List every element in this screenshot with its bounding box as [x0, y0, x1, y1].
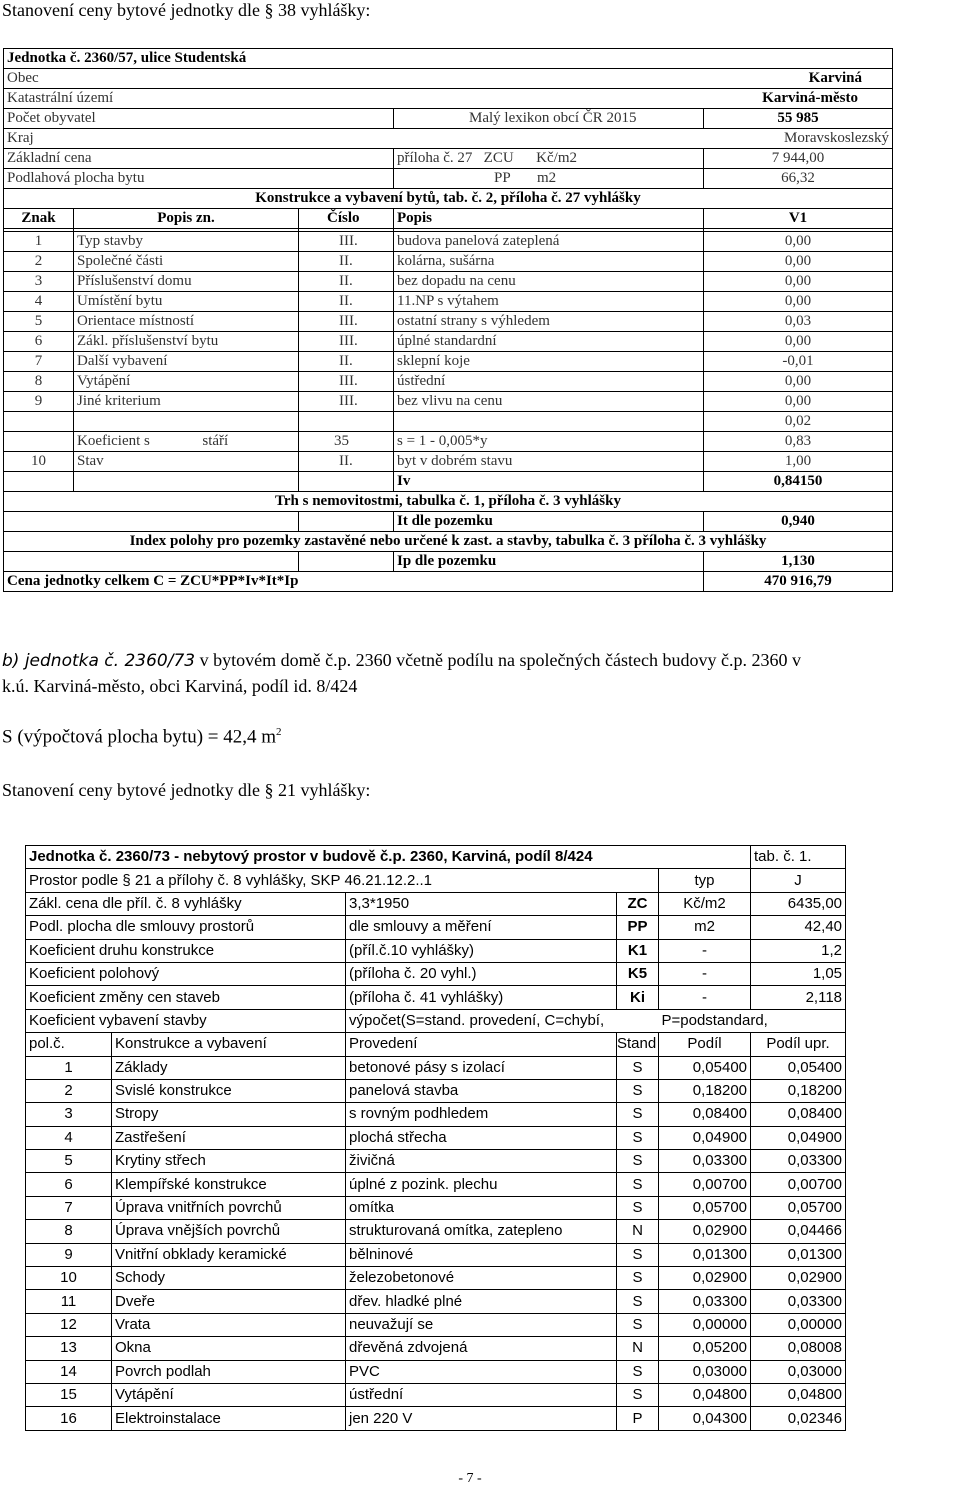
t2-r4-unit: -	[659, 939, 751, 962]
t2-row-pol: 2	[26, 1079, 112, 1102]
t1-obec-value: Karviná	[479, 69, 893, 89]
t1-row	[4, 292, 893, 312]
t1-row	[4, 252, 893, 272]
t1-kstari-value: 0,83	[704, 432, 893, 452]
t2-row-konstr: Schody	[112, 1267, 346, 1290]
t2-r7-label: Koeficient vybavení stavby	[26, 1009, 346, 1032]
t2-row	[26, 1126, 846, 1149]
t2-r5-value: 1,05	[751, 962, 846, 985]
t2-row-konstr: Zastřešení	[112, 1126, 346, 1149]
t2-r2-value: 6435,00	[751, 892, 846, 915]
t1-row-cislo: III.	[299, 312, 394, 332]
t2-row-pol: 5	[26, 1150, 112, 1173]
t2-row-podil: 0,04800	[659, 1383, 751, 1406]
t2-row-stand: S	[617, 1173, 659, 1196]
t1-row	[4, 232, 893, 252]
t1-row-cislo: II.	[299, 292, 394, 312]
t2-row-konstr: Úprava vnitřních povrchů	[112, 1196, 346, 1219]
t1-row-popis-zn: Jiné kriterium	[74, 392, 299, 412]
t1-title: Jednotka č. 2360/57, ulice Studentská	[4, 49, 893, 69]
t1-col-znak: Znak	[4, 209, 74, 229]
t1-stav-n: 10	[4, 452, 74, 472]
t1-kraj-label: Kraj	[4, 129, 479, 149]
t1-row-popis-zn: Společné části	[74, 252, 299, 272]
area-text: S (výpočtová plocha bytu) = 42,4 m	[2, 726, 277, 748]
t2-r2-code: ZC	[617, 892, 659, 915]
t2-hdr-prov: Provedení	[346, 1033, 617, 1056]
t2-r3-prov: dle smlouvy a měření	[346, 916, 617, 939]
t1-ip-value: 1,130	[704, 552, 893, 572]
t2-r5-unit: -	[659, 962, 751, 985]
paragraph-b-label: b) jednotka č. 2360/73	[2, 651, 196, 671]
t2-row-podil-upr: 0,03300	[751, 1150, 846, 1173]
t2-row-pol: 11	[26, 1290, 112, 1313]
t1-row-popis: ostatní strany s výhledem	[394, 312, 704, 332]
t1-row-popis-zn: Umístění bytu	[74, 292, 299, 312]
t2-r1-label: Prostor podle § 21 a přílohy č. 8 vyhlášky, SKP 46.21.12.2..1	[26, 869, 659, 892]
t2-hdr-podil: Podíl	[659, 1033, 751, 1056]
t1-iv-label: Iv	[394, 472, 704, 492]
t1-it-value: 0,940	[704, 512, 893, 532]
t2-row-prov: ústřední	[346, 1383, 617, 1406]
t2-r4-value: 1,2	[751, 939, 846, 962]
t2-row-podil: 0,04300	[659, 1407, 751, 1430]
t1-row-cislo: III.	[299, 232, 394, 252]
t1-row-znak: 2	[4, 252, 74, 272]
t1-row-znak: 7	[4, 352, 74, 372]
t1-row-value: 0,00	[704, 392, 893, 412]
t1-row-popis: bez vlivu na cenu	[394, 392, 704, 412]
t2-row-podil: 0,00000	[659, 1313, 751, 1336]
t2-row-stand: S	[617, 1243, 659, 1266]
t2-r3-label: Podl. plocha dle smlouvy prostorů	[26, 916, 346, 939]
t2-r2-label: Zákl. cena dle příl. č. 8 vyhlášky	[26, 892, 346, 915]
t1-row-popis-zn: Typ stavby	[74, 232, 299, 252]
t2-r3-unit: m2	[659, 916, 751, 939]
t2-row-podil-upr: 0,03300	[751, 1290, 846, 1313]
t2-row-podil: 0,05700	[659, 1196, 751, 1219]
t1-row-value: 0,00	[704, 252, 893, 272]
t2-r6-code: Ki	[617, 986, 659, 1009]
t2-row	[26, 1220, 846, 1243]
t1-row-value: -0,01	[704, 352, 893, 372]
t1-row	[4, 272, 893, 292]
t1-row	[4, 312, 893, 332]
t2-row-podil: 0,04900	[659, 1126, 751, 1149]
t2-row-podil-upr: 0,02346	[751, 1407, 846, 1430]
t1-kraj-value: Moravskoslezský	[479, 129, 893, 149]
t1-row-cislo: III.	[299, 392, 394, 412]
t1-row-znak: 5	[4, 312, 74, 332]
t1-row-value: 0,00	[704, 272, 893, 292]
t2-row-stand: S	[617, 1267, 659, 1290]
paragraph-b-text: v bytovém domě č.p. 2360 včetně podílu na společných částech budovy č.p. 2360 v	[195, 650, 801, 670]
t2-row	[26, 1196, 846, 1219]
t1-row-popis-zn: Orientace místností	[74, 312, 299, 332]
t2-row-prov: úplné z pozink. plechu	[346, 1173, 617, 1196]
t1-kstari-cislo: 35	[299, 432, 394, 452]
area-line	[2, 726, 282, 748]
t1-col-popis: Popis	[394, 209, 704, 229]
t2-r4-prov: (příl.č.10 vyhlášky)	[346, 939, 617, 962]
t1-pp-cell	[394, 169, 704, 189]
t2-row-pol: 1	[26, 1056, 112, 1079]
t2-row-prov: neuvažují se	[346, 1313, 617, 1336]
t2-row-podil: 0,00700	[659, 1173, 751, 1196]
t1-row-value: 0,00	[704, 292, 893, 312]
t2-row-podil-upr: 0,00000	[751, 1313, 846, 1336]
paragraph-b-line2: k.ú. Karviná-město, obci Karviná, podíl id. 8/424	[2, 676, 358, 696]
t1-zc-unit: Kč/m2	[536, 150, 577, 166]
t1-zc-value: 7 944,00	[704, 149, 893, 169]
t2-row-prov: omítka	[346, 1196, 617, 1219]
t2-row-konstr: Klempířské konstrukce	[112, 1173, 346, 1196]
t1-row-znak: 3	[4, 272, 74, 292]
t1-row-popis-zn: Vytápění	[74, 372, 299, 392]
t2-row-podil-upr: 0,02900	[751, 1267, 846, 1290]
t1-kstari-label-b: stáří	[202, 433, 229, 449]
t2-row	[26, 1150, 846, 1173]
t1-row	[4, 332, 893, 352]
t2-row-podil-upr: 0,04900	[751, 1126, 846, 1149]
t1-kstari-formula: s = 1 - 0,005*y	[394, 432, 704, 452]
t2-row	[26, 1313, 846, 1336]
t2-row-podil-upr: 0,01300	[751, 1243, 846, 1266]
t1-obyv-label: Počet obyvatel	[4, 109, 394, 129]
t2-r1-value: J	[751, 869, 846, 892]
t2-row-konstr: Základy	[112, 1056, 346, 1079]
t2-row-podil: 0,03300	[659, 1150, 751, 1173]
t1-kstari-label	[74, 432, 299, 452]
t2-row-podil-upr: 0,04466	[751, 1220, 846, 1243]
t2-row-konstr: Povrch podlah	[112, 1360, 346, 1383]
t2-r6-prov: (příloha č. 41 vyhlášky)	[346, 986, 617, 1009]
t2-row-pol: 6	[26, 1173, 112, 1196]
t2-r2-prov: 3,3*1950	[346, 892, 617, 915]
t2-row-konstr: Okna	[112, 1337, 346, 1360]
t1-row-popis-zn: Další vybavení	[74, 352, 299, 372]
t1-index-header: Index polohy pro pozemky zastavěné nebo určené k zast. a stavby, tabulka č. 3 příloha č. 3 vyhlášky	[4, 532, 893, 552]
table-unit-2360-73	[25, 845, 846, 1431]
t2-hdr-stand: Stand	[617, 1033, 659, 1056]
t1-stav-popis: byt v dobrém stavu	[394, 452, 704, 472]
t1-row-popis: sklepní koje	[394, 352, 704, 372]
t2-row-prov: s rovným podhledem	[346, 1103, 617, 1126]
t2-r3-code: PP	[617, 916, 659, 939]
t2-row	[26, 1243, 846, 1266]
t2-row-konstr: Dveře	[112, 1290, 346, 1313]
t2-row-podil-upr: 0,04800	[751, 1383, 846, 1406]
t2-row-podil-upr: 0,03000	[751, 1360, 846, 1383]
t2-row-prov: plochá střecha	[346, 1126, 617, 1149]
heading-38: Stanovení ceny bytové jednotky dle § 38 vyhlášky:	[2, 0, 371, 20]
t2-r3-value: 42,40	[751, 916, 846, 939]
t1-stav-value: 1,00	[704, 452, 893, 472]
t1-cena-label: Cena jednotky celkem C = ZCU*PP*Iv*It*Ip	[4, 572, 704, 592]
t1-pp-code: PP	[494, 170, 511, 186]
t2-r1-typ: typ	[659, 869, 751, 892]
t1-pp-value: 66,32	[704, 169, 893, 189]
t1-iv-value: 0,84150	[704, 472, 893, 492]
t2-r6-unit: -	[659, 986, 751, 1009]
t2-row	[26, 1290, 846, 1313]
t2-row-pol: 16	[26, 1407, 112, 1430]
t1-row-popis: úplné standardní	[394, 332, 704, 352]
t2-row-stand: S	[617, 1196, 659, 1219]
t1-konstr-header: Konstrukce a vybavení bytů, tab. č. 2, příloha č. 27 vyhlášky	[4, 189, 893, 209]
t1-stav-cislo: II.	[299, 452, 394, 472]
t1-row-cislo: II.	[299, 252, 394, 272]
t2-r6-value: 2,118	[751, 986, 846, 1009]
t1-it-label: It dle pozemku	[394, 512, 704, 532]
t1-row-popis: 11.NP s výtahem	[394, 292, 704, 312]
t2-row	[26, 1056, 846, 1079]
t2-row-podil-upr: 0,18200	[751, 1079, 846, 1102]
t1-row-znak: 4	[4, 292, 74, 312]
t2-row-stand: N	[617, 1220, 659, 1243]
t2-row	[26, 1267, 846, 1290]
t1-cena-value: 470 916,79	[704, 572, 893, 592]
t2-row	[26, 1103, 846, 1126]
t2-row-prov: betonové pásy s izolací	[346, 1056, 617, 1079]
t2-row-podil: 0,02900	[659, 1267, 751, 1290]
t2-row	[26, 1079, 846, 1102]
t2-title: Jednotka č. 2360/73 - nebytový prostor v budově č.p. 2360, Karviná, podíl 8/424	[26, 846, 751, 869]
t2-row-konstr: Elektroinstalace	[112, 1407, 346, 1430]
t2-row-prov: bělninové	[346, 1243, 617, 1266]
t1-obyv-value: 55 985	[704, 109, 893, 129]
t1-sum-value: 0,02	[704, 412, 893, 432]
t1-zc-code: ZCU	[483, 150, 514, 166]
t1-row-cislo: II.	[299, 352, 394, 372]
t1-row-value: 0,00	[704, 372, 893, 392]
t1-row-popis: kolárna, sušárna	[394, 252, 704, 272]
t2-row-stand: S	[617, 1126, 659, 1149]
t2-r5-prov: (příloha č. 20 vyhl.)	[346, 962, 617, 985]
t2-r7-prov: výpočet(S=stand. provedení, C=chybí,	[346, 1009, 659, 1032]
t2-row-podil-upr: 0,08400	[751, 1103, 846, 1126]
t1-row-popis-zn: Zákl. příslušenství bytu	[74, 332, 299, 352]
t2-row-pol: 15	[26, 1383, 112, 1406]
page-number: - 7 -	[458, 1471, 482, 1486]
t1-trh-header: Trh s nemovitostmi, tabulka č. 1, příloha č. 3 vyhlášky	[4, 492, 893, 512]
t2-row	[26, 1337, 846, 1360]
t2-row-stand: S	[617, 1079, 659, 1102]
t2-row-stand: P	[617, 1407, 659, 1430]
t2-row-podil: 0,08400	[659, 1103, 751, 1126]
t2-row-podil-upr: 0,05700	[751, 1196, 846, 1219]
t2-row-konstr: Úprava vnějších povrchů	[112, 1220, 346, 1243]
t2-row-stand: S	[617, 1103, 659, 1126]
t2-row-pol: 12	[26, 1313, 112, 1336]
t1-row-znak: 6	[4, 332, 74, 352]
t2-hdr-podil-upr: Podíl upr.	[751, 1033, 846, 1056]
t2-row-konstr: Vytápění	[112, 1383, 346, 1406]
t2-row-podil-upr: 0,05400	[751, 1056, 846, 1079]
t2-row-pol: 14	[26, 1360, 112, 1383]
t1-row-znak: 9	[4, 392, 74, 412]
t1-stav-name: Stav	[74, 452, 299, 472]
t2-row-stand: S	[617, 1313, 659, 1336]
t2-row-pol: 7	[26, 1196, 112, 1219]
t2-row-pol: 10	[26, 1267, 112, 1290]
t1-row-popis: bez dopadu na cenu	[394, 272, 704, 292]
t2-row	[26, 1360, 846, 1383]
area-sup: 2	[276, 726, 282, 738]
t1-row-popis: budova panelová zateplená	[394, 232, 704, 252]
t2-row-stand: S	[617, 1360, 659, 1383]
t1-ku-value: Karviná-město	[479, 89, 893, 109]
t1-row-popis-zn: Příslušenství domu	[74, 272, 299, 292]
t2-row-prov: strukturovaná omítka, zatepleno	[346, 1220, 617, 1243]
t1-obec-label: Obec	[4, 69, 479, 89]
t1-row-znak: 1	[4, 232, 74, 252]
t2-row-podil: 0,02900	[659, 1220, 751, 1243]
t2-row-stand: N	[617, 1337, 659, 1360]
t1-pp-unit: m2	[536, 170, 557, 186]
t2-row-prov: železobetonové	[346, 1267, 617, 1290]
t2-r2-unit: Kč/m2	[659, 892, 751, 915]
t2-row-stand: S	[617, 1383, 659, 1406]
t2-row-pol: 9	[26, 1243, 112, 1266]
t1-col-popis-zn: Popis zn.	[74, 209, 299, 229]
t1-obyv-source: Malý lexikon obcí ČR 2015	[394, 109, 704, 129]
t1-ku-label: Katastrální území	[4, 89, 479, 109]
t2-row-prov: PVC	[346, 1360, 617, 1383]
t1-zc-ref-text: příloha č. 27	[397, 150, 473, 166]
t2-row	[26, 1407, 846, 1430]
t2-row-prov: jen 220 V	[346, 1407, 617, 1430]
t2-row-stand: S	[617, 1150, 659, 1173]
t1-kstari-label-a: Koeficient s	[77, 433, 150, 449]
t2-r7-prov2: P=podstandard,	[659, 1009, 846, 1032]
t1-row-znak: 8	[4, 372, 74, 392]
t2-row-prov: dřevěná zdvojená	[346, 1337, 617, 1360]
t2-row-prov: živičná	[346, 1150, 617, 1173]
t2-row-prov: dřev. hladké plné	[346, 1290, 617, 1313]
t2-row-konstr: Svislé konstrukce	[112, 1079, 346, 1102]
t2-row-podil-upr: 0,08008	[751, 1337, 846, 1360]
t1-row-popis: ústřední	[394, 372, 704, 392]
t2-tab: tab. č. 1.	[751, 846, 846, 869]
t2-row-podil: 0,03300	[659, 1290, 751, 1313]
t2-row-podil-upr: 0,00700	[751, 1173, 846, 1196]
t2-r5-code: K5	[617, 962, 659, 985]
t2-row-konstr: Stropy	[112, 1103, 346, 1126]
t2-row-stand: S	[617, 1290, 659, 1313]
t2-row-konstr: Vnitřní obklady keramické	[112, 1243, 346, 1266]
t2-row-konstr: Vrata	[112, 1313, 346, 1336]
t2-row-stand: S	[617, 1056, 659, 1079]
t1-zc-label: Základní cena	[4, 149, 394, 169]
t2-row-podil: 0,05200	[659, 1337, 751, 1360]
t1-pp-label: Podlahová plocha bytu	[4, 169, 394, 189]
t2-row-podil: 0,03000	[659, 1360, 751, 1383]
t1-row	[4, 392, 893, 412]
t2-row-pol: 8	[26, 1220, 112, 1243]
t1-row	[4, 372, 893, 392]
t2-hdr-pol: pol.č.	[26, 1033, 112, 1056]
t1-zc-ref	[394, 149, 704, 169]
t2-row-pol: 4	[26, 1126, 112, 1149]
t1-col-cislo: Číslo	[299, 209, 394, 229]
t2-row-prov: panelová stavba	[346, 1079, 617, 1102]
t2-row-podil: 0,05400	[659, 1056, 751, 1079]
t2-row-pol: 3	[26, 1103, 112, 1126]
t2-r5-label: Koeficient polohový	[26, 962, 346, 985]
t2-row	[26, 1383, 846, 1406]
t1-ip-label: Ip dle pozemku	[394, 552, 704, 572]
t1-row-value: 0,00	[704, 232, 893, 252]
t2-row-podil: 0,01300	[659, 1243, 751, 1266]
t1-row-cislo: III.	[299, 332, 394, 352]
t2-hdr-konstr: Konstrukce a vybavení	[112, 1033, 346, 1056]
t2-r4-code: K1	[617, 939, 659, 962]
t2-row-konstr: Krytiny střech	[112, 1150, 346, 1173]
t1-col-v1: V1	[704, 209, 893, 229]
t1-row-cislo: III.	[299, 372, 394, 392]
t1-row	[4, 352, 893, 372]
heading-21: Stanovení ceny bytové jednotky dle § 21 vyhlášky:	[2, 780, 371, 800]
t1-row-cislo: II.	[299, 272, 394, 292]
t2-row-podil: 0,18200	[659, 1079, 751, 1102]
t1-row-value: 0,00	[704, 332, 893, 352]
paragraph-b-line1	[2, 650, 801, 671]
t2-r6-label: Koeficient změny cen staveb	[26, 986, 346, 1009]
t1-row-value: 0,03	[704, 312, 893, 332]
t2-row	[26, 1173, 846, 1196]
table-unit-2360-57	[3, 48, 893, 592]
t2-r4-label: Koeficient druhu konstrukce	[26, 939, 346, 962]
t2-row-pol: 13	[26, 1337, 112, 1360]
